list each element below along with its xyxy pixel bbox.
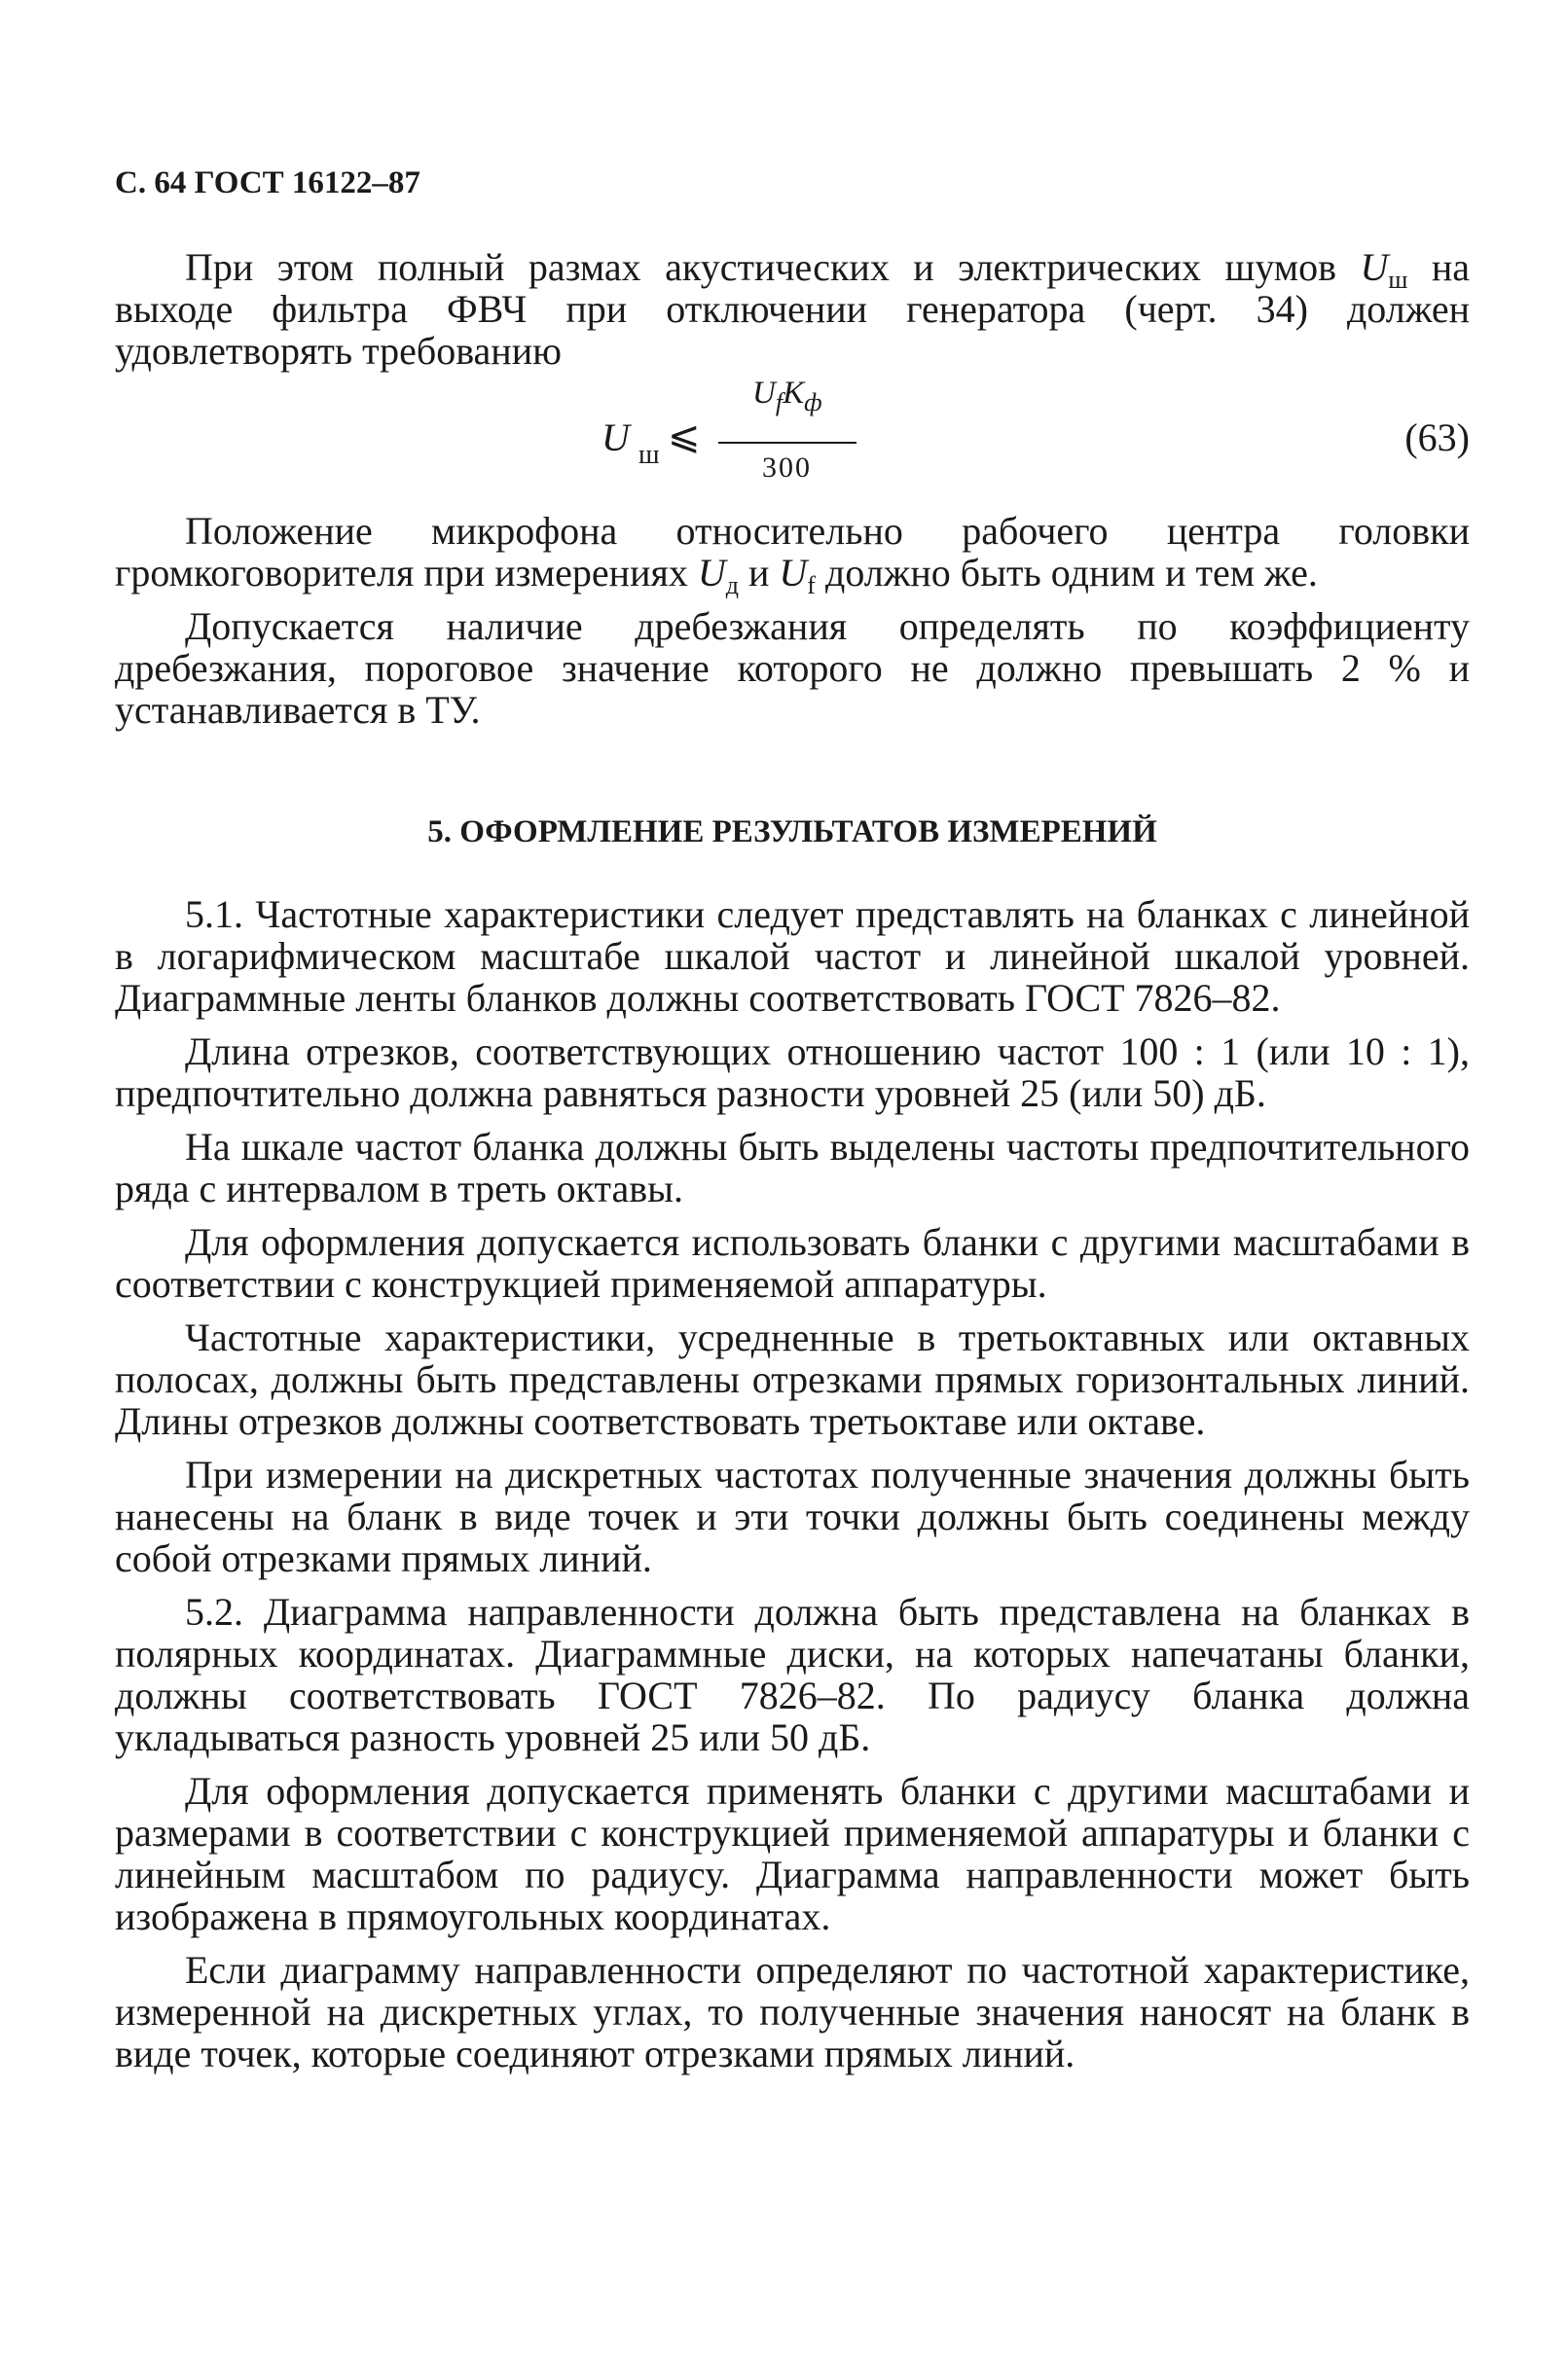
formula-denominator: 300 bbox=[762, 451, 812, 484]
paragraph-averaged-characteristics: Частотные характеристики, усредненные в третьоктавных или октавных полосах, должны быть представлены отрезками прямых горизонтальных линий. Длины отрезков должны соответствовать третьоктаве или октаве. bbox=[115, 1316, 1470, 1443]
paragraph-discrete-angles: Если диаграмму направленности определяют по частотной характеристике, измеренной на дискретных углах, то полученные значения наносят на бланк в виде точек, которые соединяют отрезками прямых линий. bbox=[115, 1948, 1470, 2075]
text-run: Положение микрофона относительно рабочего центра головки громкоговорителя при измерениях bbox=[115, 509, 1470, 595]
variable-subscript: д bbox=[725, 571, 739, 599]
variable-u: U bbox=[697, 551, 726, 595]
numerator-sub-f-cyr: ф bbox=[804, 388, 822, 416]
text-run: на выходе фильтра ФВЧ при отключении генератора (черт. 34) должен удовлетворять требованию bbox=[115, 245, 1470, 373]
paragraph-microphone-position bbox=[115, 509, 1470, 599]
paragraph-segment-length: Длина отрезков, соответствующих отношению частот 100 : 1 (или 10 : 1), предпочтительно должна равняться разности уровней 25 (или 50) дБ. bbox=[115, 1029, 1470, 1115]
paragraph-discrete-frequencies: При измерении на дискретных частотах полученные значения должны быть нанесены на бланк в виде точек и эти точки должны быть соединены между собой отрезками прямых линий. bbox=[115, 1453, 1470, 1580]
text-run: должно быть одним и тем же. bbox=[815, 551, 1318, 595]
paragraph-polar-alternatives: Для оформления допускается применять бланки с другими масштабами и размерами в соответствии с конструкцией применяемой аппаратуры и бланки с линейным масштабом по радиусу. Диаграмма направленности может быть изображена в прямоугольных координатах. bbox=[115, 1769, 1470, 1938]
paragraph-frequency-scale: На шкале частот бланка должны быть выделены частоты предпочтительного ряда с интервалом в треть октавы. bbox=[115, 1125, 1470, 1210]
formula-number: (63) bbox=[1404, 415, 1470, 459]
paragraph-5-2: 5.2. Диаграмма направленности должна быть представлена на бланках в полярных координатах. Диаграммные диски, на которых напечатаны бланки, должны соответствовать ГОСТ 7826–82. По радиусу бланка должна укладываться разность уровней 25 или 50 дБ. bbox=[115, 1590, 1470, 1759]
page-header: С. 64 ГОСТ 16122–87 bbox=[115, 165, 420, 200]
paragraph-other-scales: Для оформления допускается использовать бланки с другими масштабами в соответствии с конструкцией применяемой аппаратуры. bbox=[115, 1220, 1470, 1306]
numerator-u: U bbox=[752, 376, 776, 411]
variable-subscript: ш bbox=[1388, 266, 1408, 294]
formula-lhs: U bbox=[601, 415, 630, 459]
formula-numerator bbox=[752, 376, 822, 416]
numerator-k: K bbox=[783, 376, 805, 411]
paragraph-5-1: 5.1. Частотные характеристики следует представлять на бланках с линейной в логарифмическом масштабе шкалой частот и линейной шкалой уровней. Диаграммные ленты бланков должны соответствовать ГОСТ 7826–82. bbox=[115, 892, 1470, 1020]
formula-lhs-subscript: ш bbox=[638, 440, 660, 470]
variable-u: U bbox=[1360, 245, 1389, 289]
text-run: При этом полный размах акустических и электрических шумов bbox=[185, 245, 1361, 289]
fraction-bar bbox=[718, 442, 856, 444]
section-title: 5. ОФОРМЛЕНИЕ РЕЗУЛЬТАТОВ ИЗМЕРЕНИЙ bbox=[427, 814, 1157, 849]
paragraph-rattle: Допускается наличие дребезжания определять по коэффициенту дребезжания, пороговое значение которого не должно превышать 2 % и устанавливается в ТУ. bbox=[115, 604, 1470, 732]
numerator-sub-f: f bbox=[775, 388, 784, 416]
variable-u: U bbox=[779, 551, 808, 595]
formula-relation: ⩽ bbox=[668, 414, 701, 457]
formula-63 bbox=[115, 374, 1470, 498]
paragraph-noise-requirement bbox=[115, 246, 1470, 372]
document-page bbox=[115, 165, 1470, 2074]
text-run: и bbox=[739, 551, 780, 595]
variable-subscript: f bbox=[807, 571, 816, 599]
